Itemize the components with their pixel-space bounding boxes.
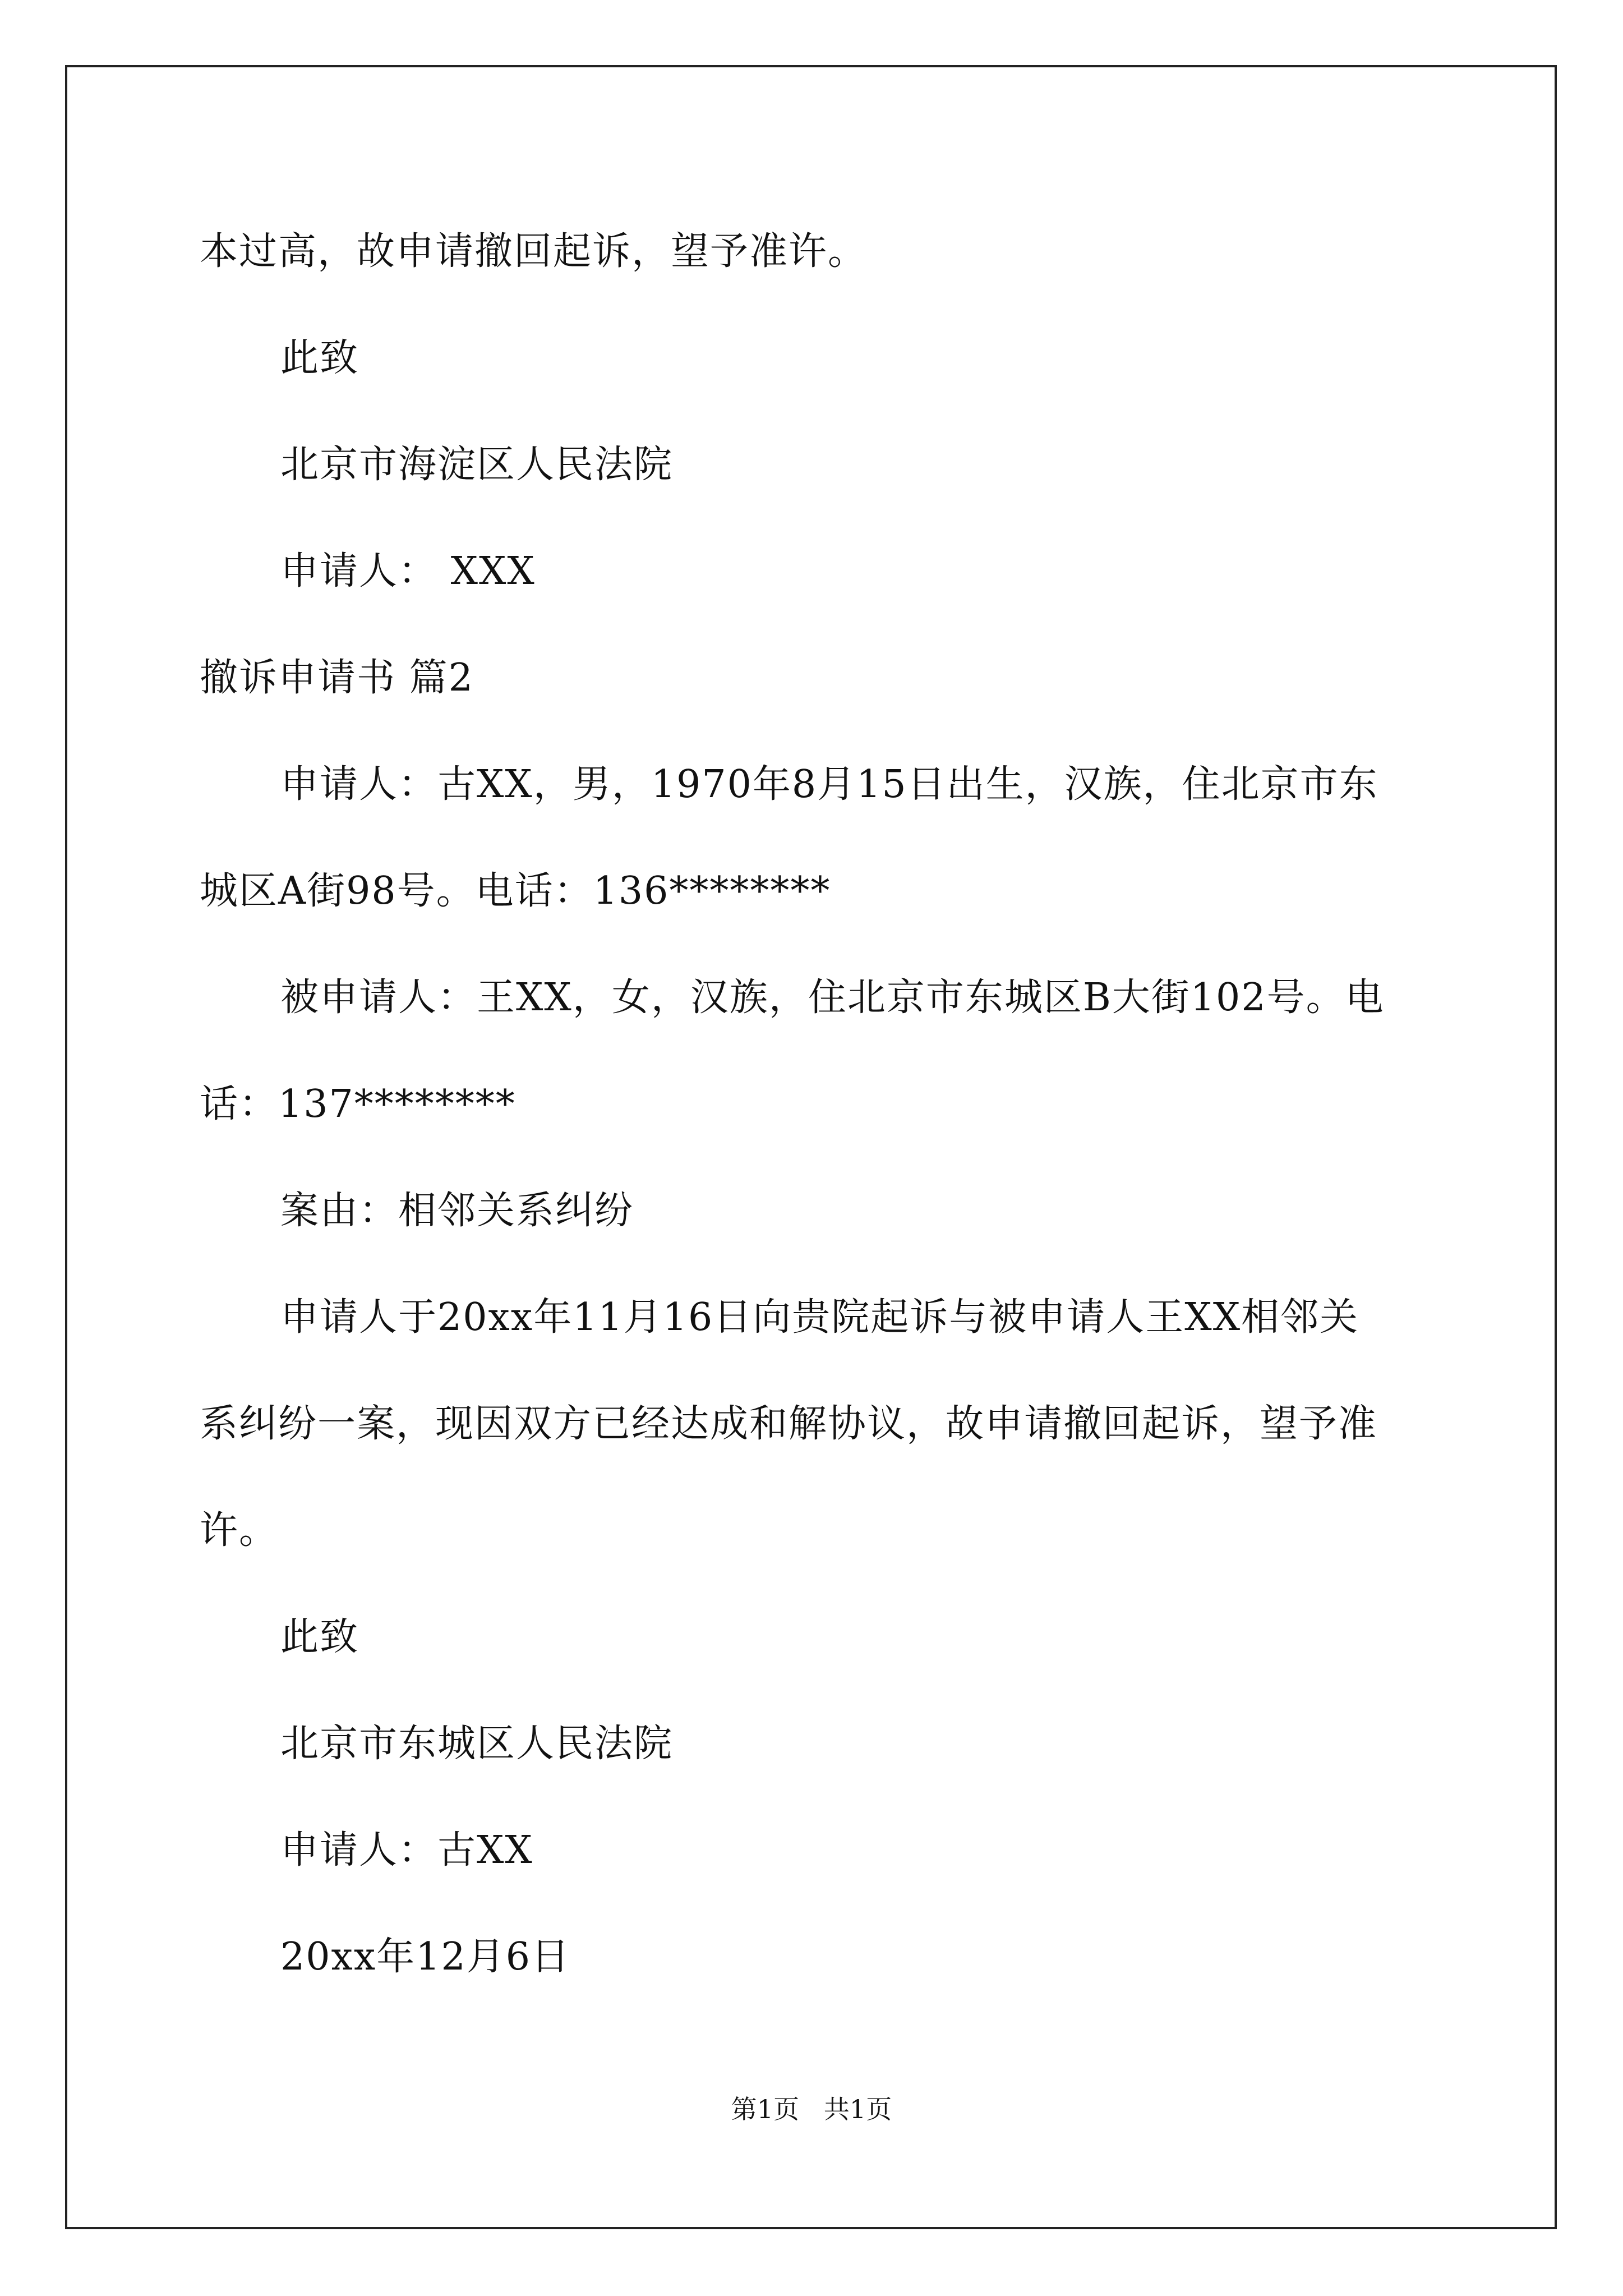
case-cause-line: 案由：相邻关系纠纷 — [280, 1189, 634, 1233]
addressee-line: 北京市东城区人民法院 — [280, 1722, 674, 1766]
page-footer: 第1页 共1页 — [731, 2094, 892, 2124]
page-border — [65, 65, 1557, 2229]
paragraph-line: 城区A街98号。电话：136******** — [200, 869, 831, 913]
paragraph-line: 被申请人：王XX，女，汉族，住北京市东城区B大街102号。电 — [280, 976, 1385, 1020]
paragraph-line: 许。 — [200, 1508, 279, 1553]
applicant-signature-line: 申请人： XXX — [280, 549, 536, 593]
date-line: 20xx年12月6日 — [280, 1935, 571, 1979]
paragraph-line: 申请人：古XX，男，1970年8月15日出生，汉族，住北京市东 — [280, 762, 1378, 807]
paragraph-line: 话：137******** — [200, 1082, 516, 1126]
applicant-signature-line: 申请人：古XX — [280, 1828, 533, 1872]
addressee-line: 北京市海淀区人民法院 — [280, 443, 674, 487]
paragraph-line: 本过高，故申请撤回起诉，望予准许。 — [200, 229, 868, 274]
section-heading: 撤诉申请书 篇2 — [200, 656, 474, 700]
paragraph-line: 系纠纷一案，现因双方已经达成和解协议，故申请撤回起诉，望予准 — [200, 1402, 1378, 1446]
salutation-line: 此致 — [280, 336, 359, 380]
paragraph-line: 申请人于20xx年11月16日向贵院起诉与被申请人王XX相邻关 — [280, 1295, 1359, 1340]
salutation-line: 此致 — [280, 1615, 359, 1659]
